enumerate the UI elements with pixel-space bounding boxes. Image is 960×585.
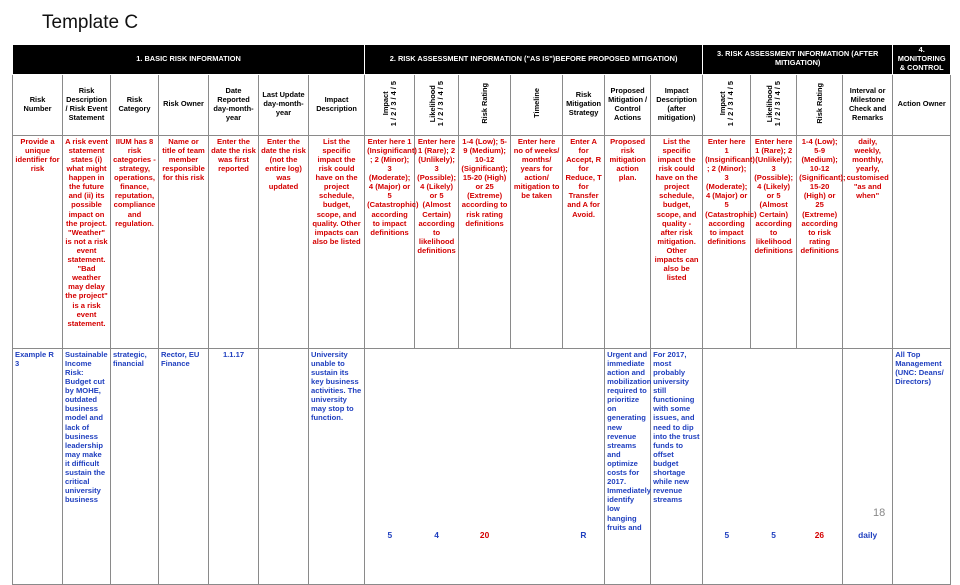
column-header-13: Proposed Mitigation / Control Actions [605, 74, 651, 135]
column-header-8 [365, 74, 415, 135]
column-header-11 [511, 74, 563, 135]
column-header-2: Risk Description / Risk Event Statement [63, 74, 111, 135]
cell-likelihood-after-mitigation: 5 [751, 348, 797, 584]
description-cell-17: 1-4 (Low); 5-9 (Medium); 10-12 (Significant); 15-20 (High) or 25 (Extreme) according to risk rating definitions [797, 135, 843, 348]
slide-title: Template C [42, 12, 139, 33]
column-header-9 [415, 74, 459, 135]
column-header-7: Impact Description [309, 74, 365, 135]
cell-strategy: R [563, 348, 605, 584]
description-cell-4: Name or title of team member responsible for this risk [159, 135, 209, 348]
description-cell-16: Enter here 1 (Rare); 2 (Unlikely); 3 (Possible); 4 (Likely) or 5 (Almost Certain) according to likelihood definitions [751, 135, 797, 348]
description-cell-8: Enter here 1 (Insignificant) ; 2 (Minor); 3 (Moderate); 4 (Major) or 5 (Catastrophic) according to impact definitions [365, 135, 415, 348]
cell-last-update [259, 348, 309, 584]
column-header-15 [703, 74, 751, 135]
column-header-text: Impact 1 / 2 / 3 / 4 / 5 [380, 80, 398, 126]
example-row [13, 348, 951, 584]
column-header-10 [459, 74, 511, 135]
description-cell-5: Enter the date the risk was first reported [209, 135, 259, 348]
description-row [13, 135, 951, 348]
cell-impact-description: University unable to sustain its key business activities. The university may stop to function. [309, 348, 365, 584]
cell-risk-number: Example R 3 [13, 348, 63, 584]
column-header-text: Risk Rating [479, 82, 489, 124]
column-header-4: Risk Owner [159, 74, 209, 135]
description-cell-13: Proposed risk mitigation action plan. [605, 135, 651, 348]
column-header-5: Date Reported day-month-year [209, 74, 259, 135]
cell-timeline [511, 348, 563, 584]
section-header-4: 4. MONITORING & CONTROL [893, 45, 951, 75]
section-header-3: 3. RISK ASSESSMENT INFORMATION (AFTER MITIGATION) [703, 45, 893, 75]
cell-risk-description: Sustainable Income Risk: Budget cut by MOHE, outdated business model and lack of business leadership may make it difficult sustain the critical university business [63, 348, 111, 584]
cell-action-owner: All Top Management (UNC: Deans/ Directors) [893, 348, 951, 584]
column-header-text: Risk Rating [814, 82, 824, 124]
column-header-text: Impact 1 / 2 / 3 / 4 / 5 [717, 80, 735, 126]
cell-interval: daily [843, 348, 893, 584]
description-cell-14: List the specific impact the risk could have on the project schedule, budget, scope, and quality - after risk mitigation. Other impacts can also be listed [651, 135, 703, 348]
risk-register-table-wrapper [12, 44, 950, 540]
description-cell-9: Enter here 1 (Rare); 2 (Unlikely); 3 (Possible); 4 (Likely) or 5 (Almost Certain) according to likelihood definitions [415, 135, 459, 348]
description-cell-3: IIUM has 8 risk categories - strategy, operations, finance, reputation, compliance and regulation. [111, 135, 159, 348]
description-cell-15: Enter here 1 (Insignificant) ; 2 (Minor); 3 (Moderate); 4 (Major) or 5 (Catastrophic) according to impact definitions [703, 135, 751, 348]
description-cell-11: Enter here no of weeks/ months/ years for action/ mitigation to be taken [511, 135, 563, 348]
description-cell-19 [893, 135, 951, 348]
page-number: 18 [873, 507, 886, 519]
section-header-2: 2. RISK ASSESSMENT INFORMATION ("AS IS")BEFORE PROPOSED MITIGATION) [365, 45, 703, 75]
section-header-row [13, 45, 951, 75]
description-cell-6: Enter the date the risk (not the entire log) was updated [259, 135, 309, 348]
cell-impact-after-mitigation: 5 [703, 348, 751, 584]
cell-risk-rating-after-mitigation: 26 [797, 348, 843, 584]
description-cell-7: List the specific impact the risk could have on the project schedule, budget, scope, and quality. Other impacts can also be listed [309, 135, 365, 348]
cell-risk-owner: Rector, EU Finance [159, 348, 209, 584]
cell-mitigation-actions: Urgent and immediate action and mobilization required to prioritize on generating new revenue streams and optimize costs for 2017. Immediately identify low hanging fruits and [605, 348, 651, 584]
column-header-3: Risk Category [111, 74, 159, 135]
cell-likelihood: 4 [415, 348, 459, 584]
description-cell-1: Provide a unique identifier for risk [13, 135, 63, 348]
column-header-14: Impact Description (after mitigation) [651, 74, 703, 135]
column-header-text: Likelihood 1 / 2 / 3 / 4 / 5 [764, 80, 782, 126]
cell-impact: 5 [365, 348, 415, 584]
section-header-1: 1. BASIC RISK INFORMATION [13, 45, 365, 75]
column-header-6: Last Update day-month-year [259, 74, 309, 135]
cell-impact-after: For 2017, most probably university still functioning with some issues, and need to dip into the trust funds to offset budget shortage while new revenue streams [651, 348, 703, 584]
cell-risk-category: strategic, financial [111, 348, 159, 584]
description-cell-12: Enter A for Accept, R for Reduce, T for Transfer and A for Avoid. [563, 135, 605, 348]
column-header-18: Interval or Milestone Check and Remarks [843, 74, 893, 135]
risk-register-table [12, 44, 951, 585]
column-header-19: Action Owner [893, 74, 951, 135]
column-header-row [13, 74, 951, 135]
column-header-1: Risk Number [13, 74, 63, 135]
column-header-16 [751, 74, 797, 135]
column-header-12: Risk Mitigation Strategy [563, 74, 605, 135]
cell-date-reported: 1.1.17 [209, 348, 259, 584]
cell-risk-rating: 20 [459, 348, 511, 584]
description-cell-2: A risk event statement states (i) what might happen in the future and (ii) its possible impact on the project. "Weather" is not a risk event statement. "Bad weather may delay the project" is a risk event statement. [63, 135, 111, 348]
column-header-17 [797, 74, 843, 135]
column-header-text: Likelihood 1 / 2 / 3 / 4 / 5 [427, 80, 445, 126]
column-header-text: Timeline [531, 88, 541, 119]
description-cell-10: 1-4 (Low); 5-9 (Medium); 10-12 (Significant); 15-20 (High) or 25 (Extreme) according to risk rating definitions [459, 135, 511, 348]
description-cell-18: daily, weekly, monthly, yearly, customised "as and when" [843, 135, 893, 348]
